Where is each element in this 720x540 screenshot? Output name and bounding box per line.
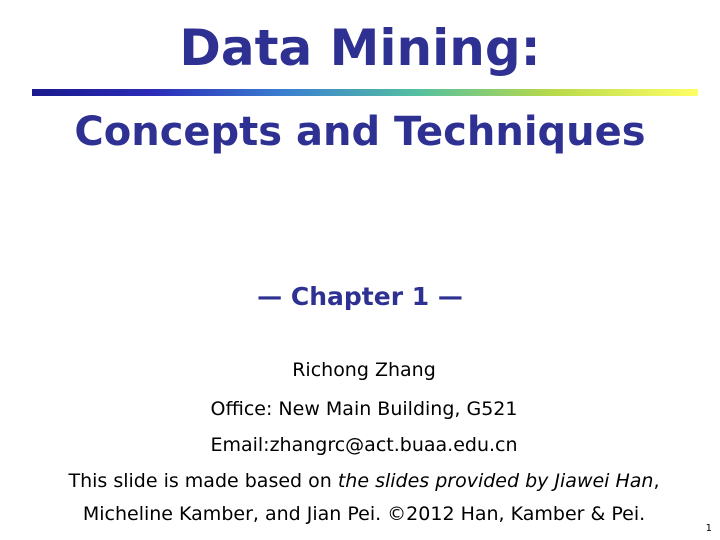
credit-line-2: Micheline Kamber, and Jian Pei. ©2012 Han, Kamber & Pei. xyxy=(82,503,646,525)
office-location: Office: New Main Building, G521 xyxy=(210,398,518,420)
credit-suffix: , xyxy=(653,470,660,492)
chapter-heading: — Chapter 1 — xyxy=(257,282,463,311)
author-name: Richong Zhang xyxy=(292,359,436,381)
credit-prefix: This slide is made based on xyxy=(68,470,338,492)
slide-subtitle: Concepts and Techniques xyxy=(74,109,646,155)
email-address: Email:zhangrc@act.buaa.edu.cn xyxy=(210,434,518,456)
slide-title: Data Mining: xyxy=(179,19,541,77)
title-divider xyxy=(32,89,698,96)
credit-italic: the slides provided by Jiawei Han xyxy=(337,470,654,492)
page-number: 1 xyxy=(705,523,712,534)
credit-line-1 xyxy=(0,467,720,495)
